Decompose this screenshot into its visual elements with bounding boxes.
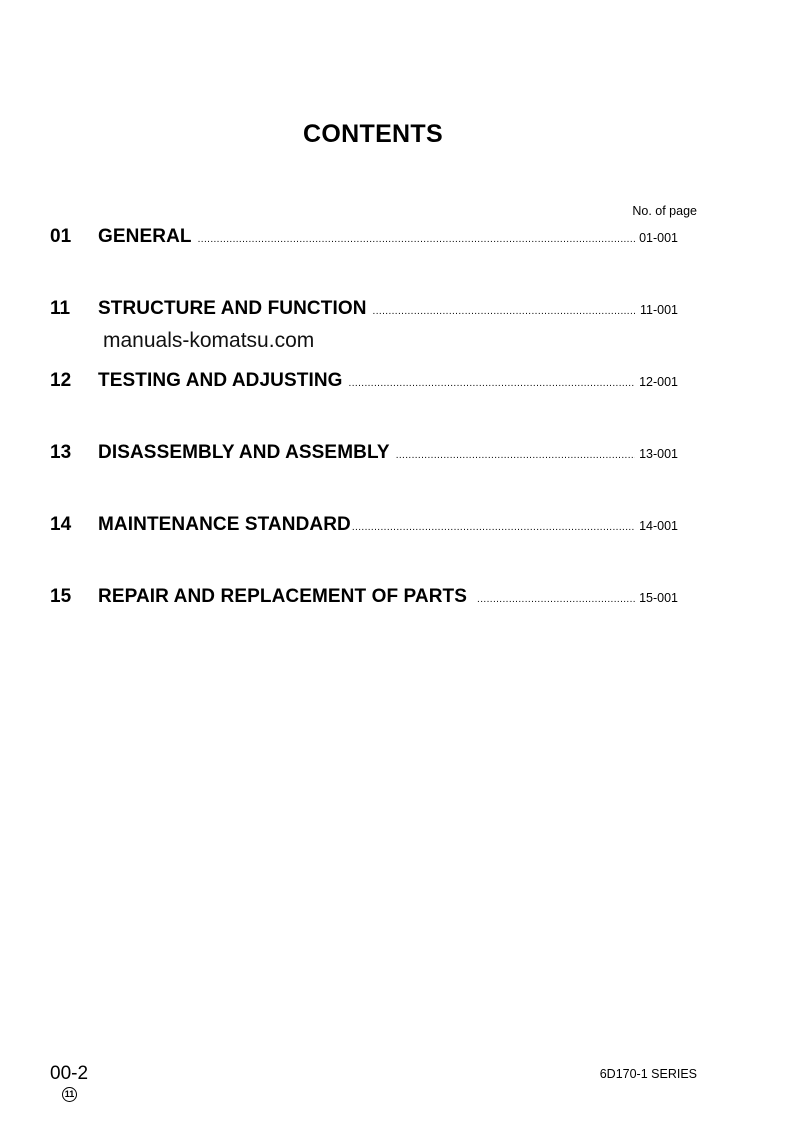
toc-entry-testing-and-adjusting[interactable] [50,370,678,394]
column-header-page-number: No. of page [632,204,697,218]
page-title: CONTENTS [303,120,443,148]
toc-entry-general[interactable] [50,226,678,250]
leader-dots [373,306,636,317]
section-page: 15-001 [639,591,678,605]
toc-entry-repair-and-replacement[interactable] [50,586,678,610]
toc-entry-structure-and-function[interactable] [50,298,678,322]
section-label: MAINTENANCE STANDARD [98,514,351,535]
revision-mark-icon: 11 [62,1087,77,1102]
leader-dots [349,378,636,389]
leader-dots [352,522,635,533]
section-number: 11 [50,298,71,319]
section-label: DISASSEMBLY AND ASSEMBLY [98,442,390,463]
toc-entry-disassembly-and-assembly[interactable] [50,442,678,466]
footer-series: 6D170-1 SERIES [599,1067,697,1081]
watermark-text: manuals-komatsu.com [103,329,315,352]
section-number: 15 [50,586,72,607]
section-page: 12-001 [639,375,678,389]
leader-dots [198,234,635,245]
section-label: TESTING AND ADJUSTING [98,370,343,391]
footer-page-number: 00-2 [50,1063,89,1084]
section-number: 01 [50,226,72,247]
leader-dots [477,594,635,605]
section-page: 01-001 [639,231,678,245]
section-page: 14-001 [639,519,678,533]
section-number: 14 [50,514,72,535]
toc-entry-maintenance-standard[interactable] [50,514,678,538]
section-page: 13-001 [639,447,678,461]
section-number: 13 [50,442,72,463]
section-page: 11-001 [640,303,678,317]
section-number: 12 [50,370,72,391]
section-label: REPAIR AND REPLACEMENT OF PARTS [98,586,468,607]
leader-dots [396,450,635,461]
section-label: STRUCTURE AND FUNCTION [98,298,367,319]
section-label: GENERAL [98,226,192,247]
